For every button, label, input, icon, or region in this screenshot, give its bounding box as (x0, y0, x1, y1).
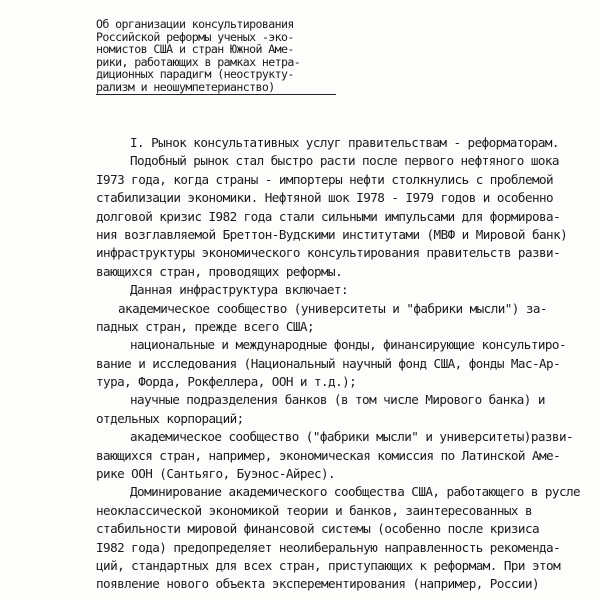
heading-line: рализм и неошумпетерианство) (96, 79, 275, 94)
body-line: стабилизации экономики. Нефтяной шок I978 - I979 годов и особенно (96, 190, 554, 206)
body-line: падных стран, прежде всего США; (96, 318, 314, 334)
body-line: инфраструктуры экономического консультирования правительств разви- (96, 245, 561, 261)
body-line: Данная инфраструктура включает: (130, 282, 348, 298)
heading-line: Российской реформы ученых -эко- (96, 29, 294, 44)
document-heading (96, 18, 356, 95)
body-line: вающихся стран, например, экономическая комиссия по Латинской Аме- (96, 447, 561, 463)
heading-line: диционных парадигм (неострукту- (96, 67, 294, 81)
body-line: Подобный рынок стал быстро расти после первого нефтяного шока (130, 153, 559, 169)
heading-line: номистов США и стран Южной Аме- (96, 42, 294, 56)
body-line: I973 года, когда страны - импортеры нефти столкнулись с проблемой (96, 171, 554, 187)
body-line: ций, стандартных для всех стран, приступающих к реформам. При этом (96, 557, 561, 573)
heading-line: рики, работающих в рамках нетра- (96, 54, 301, 69)
heading-line: Об организации консультирования (96, 17, 294, 31)
body-line: долговой кризис I982 года стали сильными импульсами для формирова- (96, 208, 561, 224)
body-line: национальные и международные фонды, финансирующие консультиро- (130, 337, 566, 353)
body-line: научные подразделения банков (в том числе Мирового банка) и (130, 392, 545, 408)
body-line: академическое сообщество ("фабрики мысли" и университеты)разви- (130, 429, 574, 445)
document-body (96, 134, 586, 594)
body-line: отдельных корпораций; (96, 410, 244, 426)
body-line: неоклассической экономикой теории и банков, заинтересованных в (96, 502, 532, 518)
body-line: Доминирование академического сообщества США, работающего в русле (130, 484, 581, 500)
body-line: I982 года) предопределяет неолиберальную направленность рекоменда- (96, 539, 561, 555)
body-line: появление нового объекта эксперементирования (например, России) (96, 576, 540, 592)
body-line: ния возглавляемой Бреттон-Вудскими институтами (МВФ и Мировой банк) (96, 226, 568, 242)
body-line: рике ООН (Сантьяго, Буэнос-Айрес). (96, 466, 336, 482)
heading-underline (96, 94, 336, 95)
body-line: тура, Форда, Рокфеллера, ООН и т.д.); (96, 374, 357, 390)
section-title: I. Рынок консультативных услуг правительствам - реформаторам. (130, 135, 559, 150)
body-line: вание и исследования (Национальный научный фонд США, фонды Мас-Ар- (96, 355, 561, 371)
body-line: вающихся стран, проводящих реформы. (96, 263, 343, 279)
body-line: академическое сообщество (университеты и "фабрики мысли") за- (118, 300, 547, 316)
body-line: стабильности мировой финансовой системы (особенно после кризиса (96, 521, 540, 537)
